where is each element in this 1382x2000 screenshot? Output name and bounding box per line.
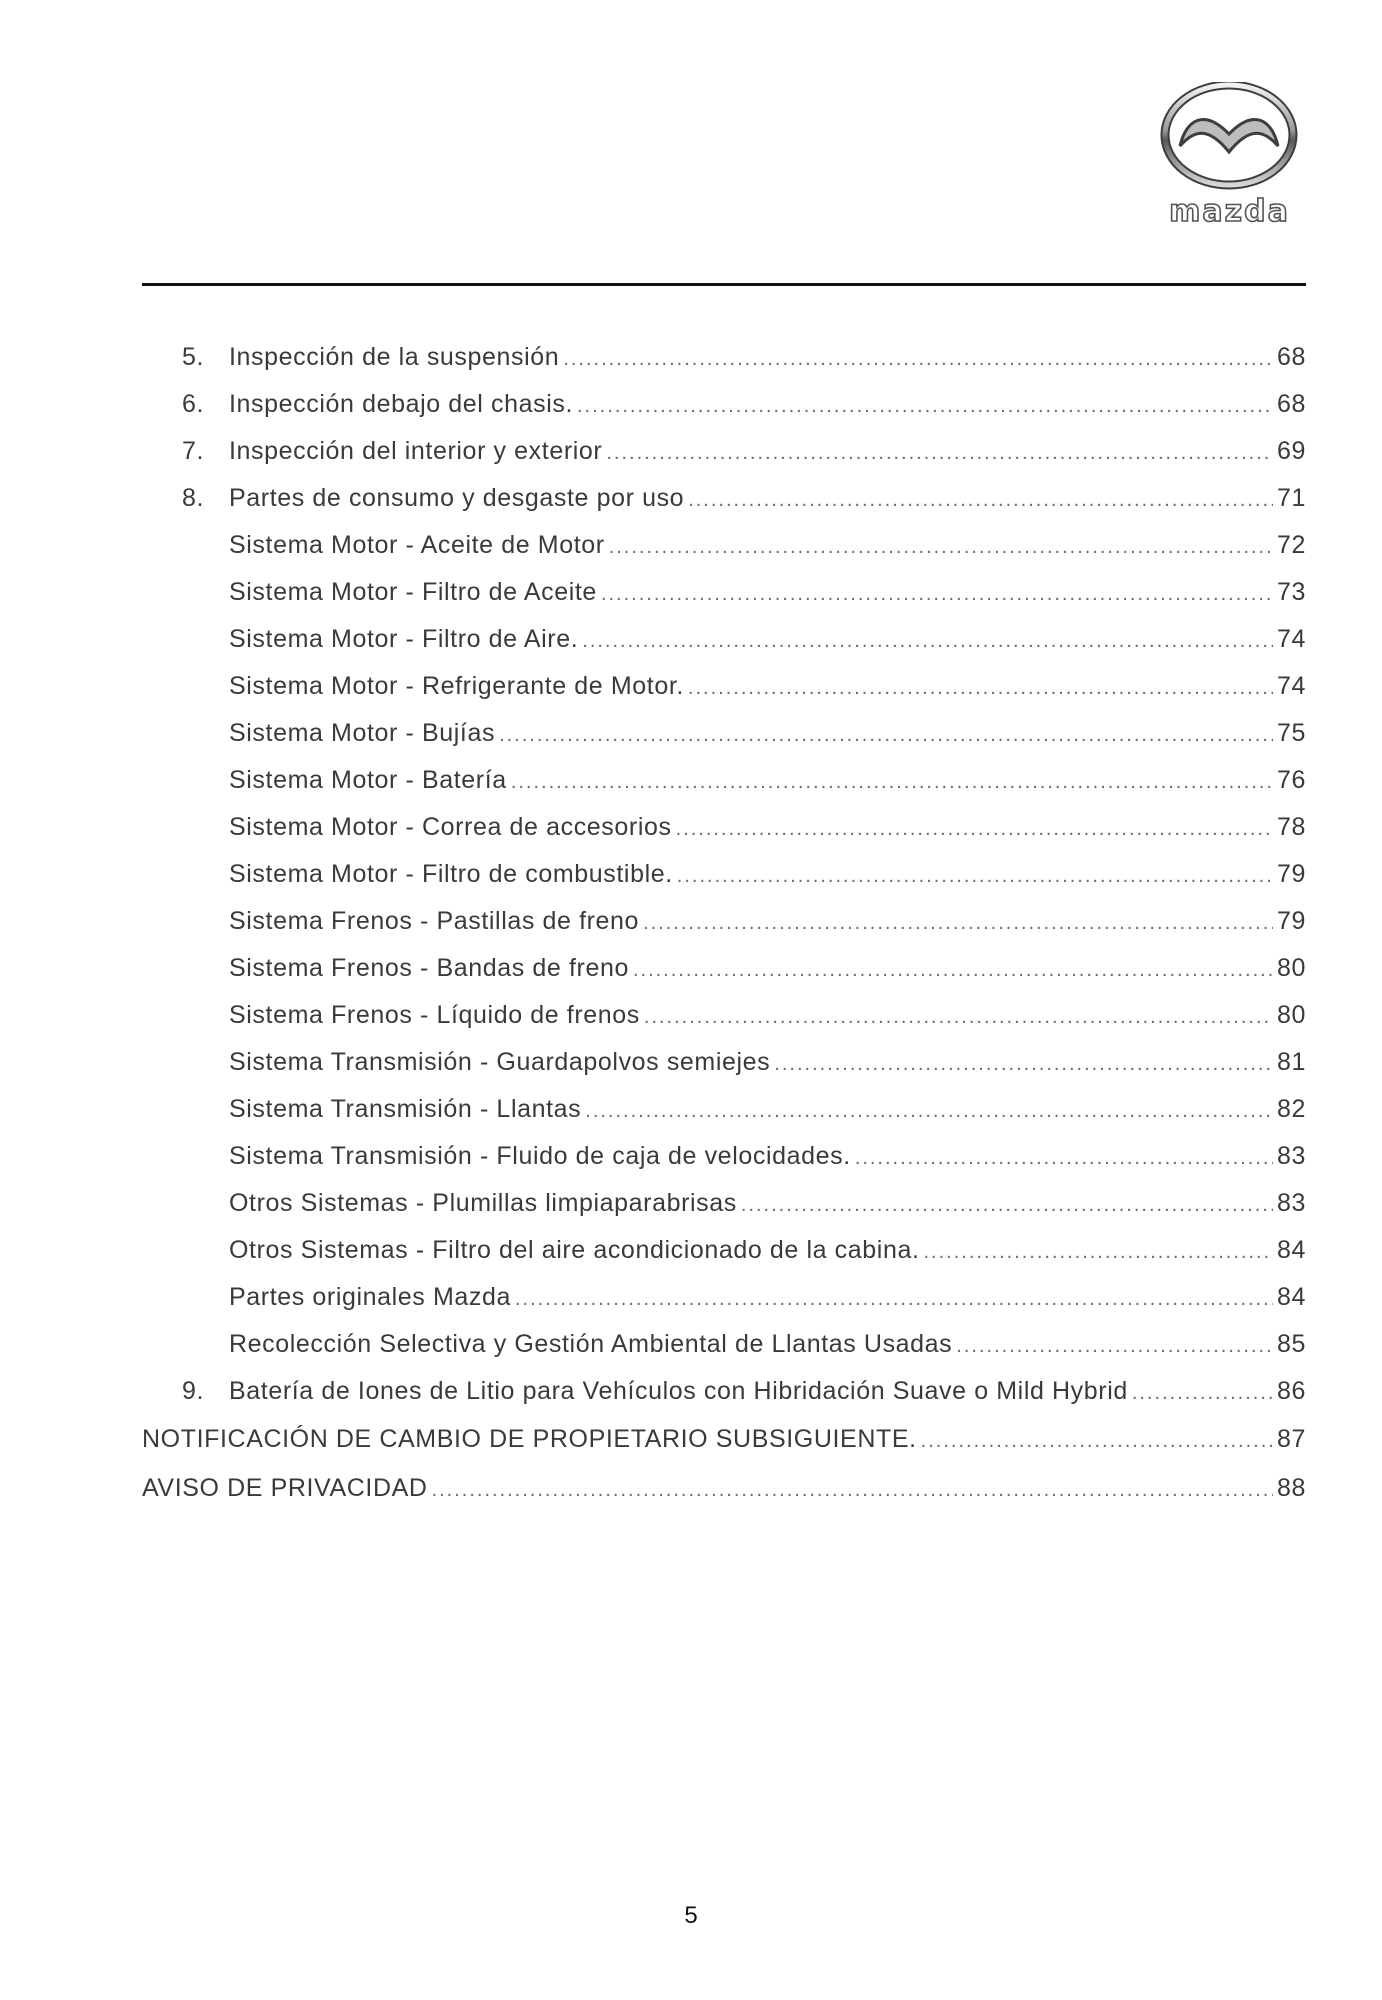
toc-dot-leader: [432, 1466, 1273, 1515]
toc-entry-page: 73: [1276, 578, 1306, 606]
mazda-logo: [1152, 82, 1307, 232]
toc-entry-page: 75: [1276, 719, 1306, 747]
toc-entry-page: 79: [1276, 907, 1306, 935]
toc-entry-title: Sistema Motor - Correa de accesorios: [229, 813, 672, 841]
toc-entry-page: 68: [1276, 343, 1306, 371]
toc-entry-page: 86: [1276, 1377, 1306, 1405]
toc-dot-leader: [601, 571, 1273, 618]
toc-entry[interactable]: [142, 428, 1306, 475]
toc-entry-page: 72: [1276, 531, 1306, 559]
toc-dot-leader: [921, 1417, 1273, 1466]
toc-entry-page: 78: [1276, 813, 1306, 841]
toc-entry-page: 83: [1276, 1189, 1306, 1217]
toc-entry[interactable]: [142, 616, 1306, 663]
header-rule: [142, 283, 1306, 286]
toc-entry[interactable]: [142, 851, 1306, 898]
toc-entry-title: Sistema Transmisión - Fluido de caja de velocidades.: [229, 1142, 851, 1170]
toc-entry-page: 80: [1276, 954, 1306, 982]
toc-dot-leader: [774, 1041, 1273, 1088]
toc-entry[interactable]: [142, 1086, 1306, 1133]
toc-dot-leader: [563, 336, 1273, 383]
toc-entry[interactable]: [142, 663, 1306, 710]
toc-dot-leader: [688, 665, 1273, 712]
toc-entry-title: Inspección del interior y exterior: [229, 437, 603, 465]
toc-entry-number: 8.: [182, 484, 205, 512]
toc-entry-title: Sistema Motor - Aceite de Motor: [229, 531, 605, 559]
toc-entry[interactable]: [142, 945, 1306, 992]
toc-entry[interactable]: [142, 1415, 1306, 1464]
toc-entry-title: Partes originales Mazda: [229, 1283, 511, 1311]
toc-entry[interactable]: [142, 804, 1306, 851]
toc-dot-leader: [633, 947, 1273, 994]
toc-entry-page: 80: [1276, 1001, 1306, 1029]
toc-entry[interactable]: [142, 1039, 1306, 1086]
toc-entry-number: 6.: [182, 390, 205, 418]
toc-entry-number: 5.: [182, 343, 205, 371]
toc-entry-title: Sistema Motor - Refrigerante de Motor.: [229, 672, 684, 700]
toc-dot-leader: [676, 806, 1273, 853]
toc-entry[interactable]: [142, 710, 1306, 757]
toc-dot-leader: [1132, 1370, 1273, 1417]
toc-entry[interactable]: [142, 1133, 1306, 1180]
toc-entry-title: Batería de Iones de Litio para Vehículos con Hibridación Suave o Mild Hybrid: [229, 1377, 1128, 1405]
toc-dot-leader: [855, 1135, 1273, 1182]
toc-entry-page: 83: [1276, 1142, 1306, 1170]
toc-entry-page: 82: [1276, 1095, 1306, 1123]
toc-entry[interactable]: [142, 1180, 1306, 1227]
toc-entry-title: NOTIFICACIÓN DE CAMBIO DE PROPIETARIO SUBSIGUIENTE.: [142, 1425, 917, 1453]
toc-dot-leader: [606, 430, 1273, 477]
toc-entry-title: Sistema Transmisión - Guardapolvos semiejes: [229, 1048, 771, 1076]
toc-entry[interactable]: [142, 569, 1306, 616]
toc-entry[interactable]: [142, 1368, 1306, 1415]
toc-dot-leader: [677, 853, 1273, 900]
toc-entry-title: AVISO DE PRIVACIDAD: [142, 1474, 428, 1502]
toc-entry[interactable]: [142, 475, 1306, 522]
toc-dot-leader: [609, 524, 1273, 571]
toc-dot-leader: [643, 900, 1273, 947]
toc-entry-number: 9.: [182, 1377, 205, 1405]
toc-entry-title: Sistema Motor - Filtro de Aire.: [229, 625, 579, 653]
toc-entry[interactable]: [142, 1464, 1306, 1513]
toc-entry-page: 87: [1276, 1425, 1306, 1453]
toc-dot-leader: [515, 1276, 1273, 1323]
toc-entry-number: 7.: [182, 437, 205, 465]
toc-entry-page: 84: [1276, 1283, 1306, 1311]
mazda-logo-icon: [1152, 82, 1307, 192]
toc-entry-title: Sistema Motor - Filtro de Aceite: [229, 578, 597, 606]
toc-entry-page: 71: [1276, 484, 1306, 512]
toc-entry[interactable]: [142, 334, 1306, 381]
toc-entry[interactable]: [142, 1227, 1306, 1274]
toc-entry-title: Otros Sistemas - Filtro del aire acondicionado de la cabina.: [229, 1236, 920, 1264]
toc-dot-leader: [924, 1229, 1273, 1276]
toc-entry-page: 85: [1276, 1330, 1306, 1358]
toc-entry-title: Sistema Motor - Batería: [229, 766, 507, 794]
toc-entry-page: 76: [1276, 766, 1306, 794]
toc-dot-leader: [511, 759, 1273, 806]
toc-entry[interactable]: [142, 1274, 1306, 1321]
toc-dot-leader: [956, 1323, 1273, 1370]
toc-entry-title: Sistema Motor - Bujías: [229, 719, 496, 747]
toc-entry-page: 74: [1276, 625, 1306, 653]
toc-entry-page: 69: [1276, 437, 1306, 465]
toc-entry-title: Partes de consumo y desgaste por uso: [229, 484, 685, 512]
toc-entry[interactable]: [142, 898, 1306, 945]
toc-dot-leader: [741, 1182, 1273, 1229]
table-of-contents: [142, 334, 1306, 1513]
mazda-wordmark: mazda: [1169, 194, 1290, 229]
toc-entry[interactable]: [142, 1321, 1306, 1368]
toc-entry-page: 68: [1276, 390, 1306, 418]
toc-entry-page: 79: [1276, 860, 1306, 888]
toc-entry-title: Sistema Frenos - Líquido de frenos: [229, 1001, 640, 1029]
toc-entry-page: 74: [1276, 672, 1306, 700]
toc-dot-leader: [644, 994, 1273, 1041]
toc-entry-title: Inspección debajo del chasis.: [229, 390, 573, 418]
toc-entry-page: 88: [1276, 1474, 1306, 1502]
toc-entry-title: Inspección de la suspensión: [229, 343, 560, 371]
toc-entry-title: Sistema Frenos - Pastillas de freno: [229, 907, 640, 935]
toc-entry-title: Otros Sistemas - Plumillas limpiaparabrisas: [229, 1189, 737, 1217]
toc-dot-leader: [585, 1088, 1273, 1135]
toc-entry-title: Sistema Frenos - Bandas de freno: [229, 954, 629, 982]
toc-entry[interactable]: [142, 522, 1306, 569]
toc-entry[interactable]: [142, 381, 1306, 428]
toc-entry-title: Sistema Transmisión - Llantas: [229, 1095, 582, 1123]
toc-entry[interactable]: [142, 757, 1306, 804]
toc-dot-leader: [582, 618, 1273, 665]
toc-entry[interactable]: [142, 992, 1306, 1039]
toc-entry-title: Sistema Motor - Filtro de combustible.: [229, 860, 673, 888]
toc-dot-leader: [577, 383, 1273, 430]
toc-dot-leader: [688, 477, 1273, 524]
toc-entry-title: Recolección Selectiva y Gestión Ambiental de Llantas Usadas: [229, 1330, 953, 1358]
page-number: 5: [684, 1902, 698, 1929]
toc-entry-page: 84: [1276, 1236, 1306, 1264]
toc-dot-leader: [499, 712, 1273, 759]
toc-entry-page: 81: [1276, 1048, 1306, 1076]
